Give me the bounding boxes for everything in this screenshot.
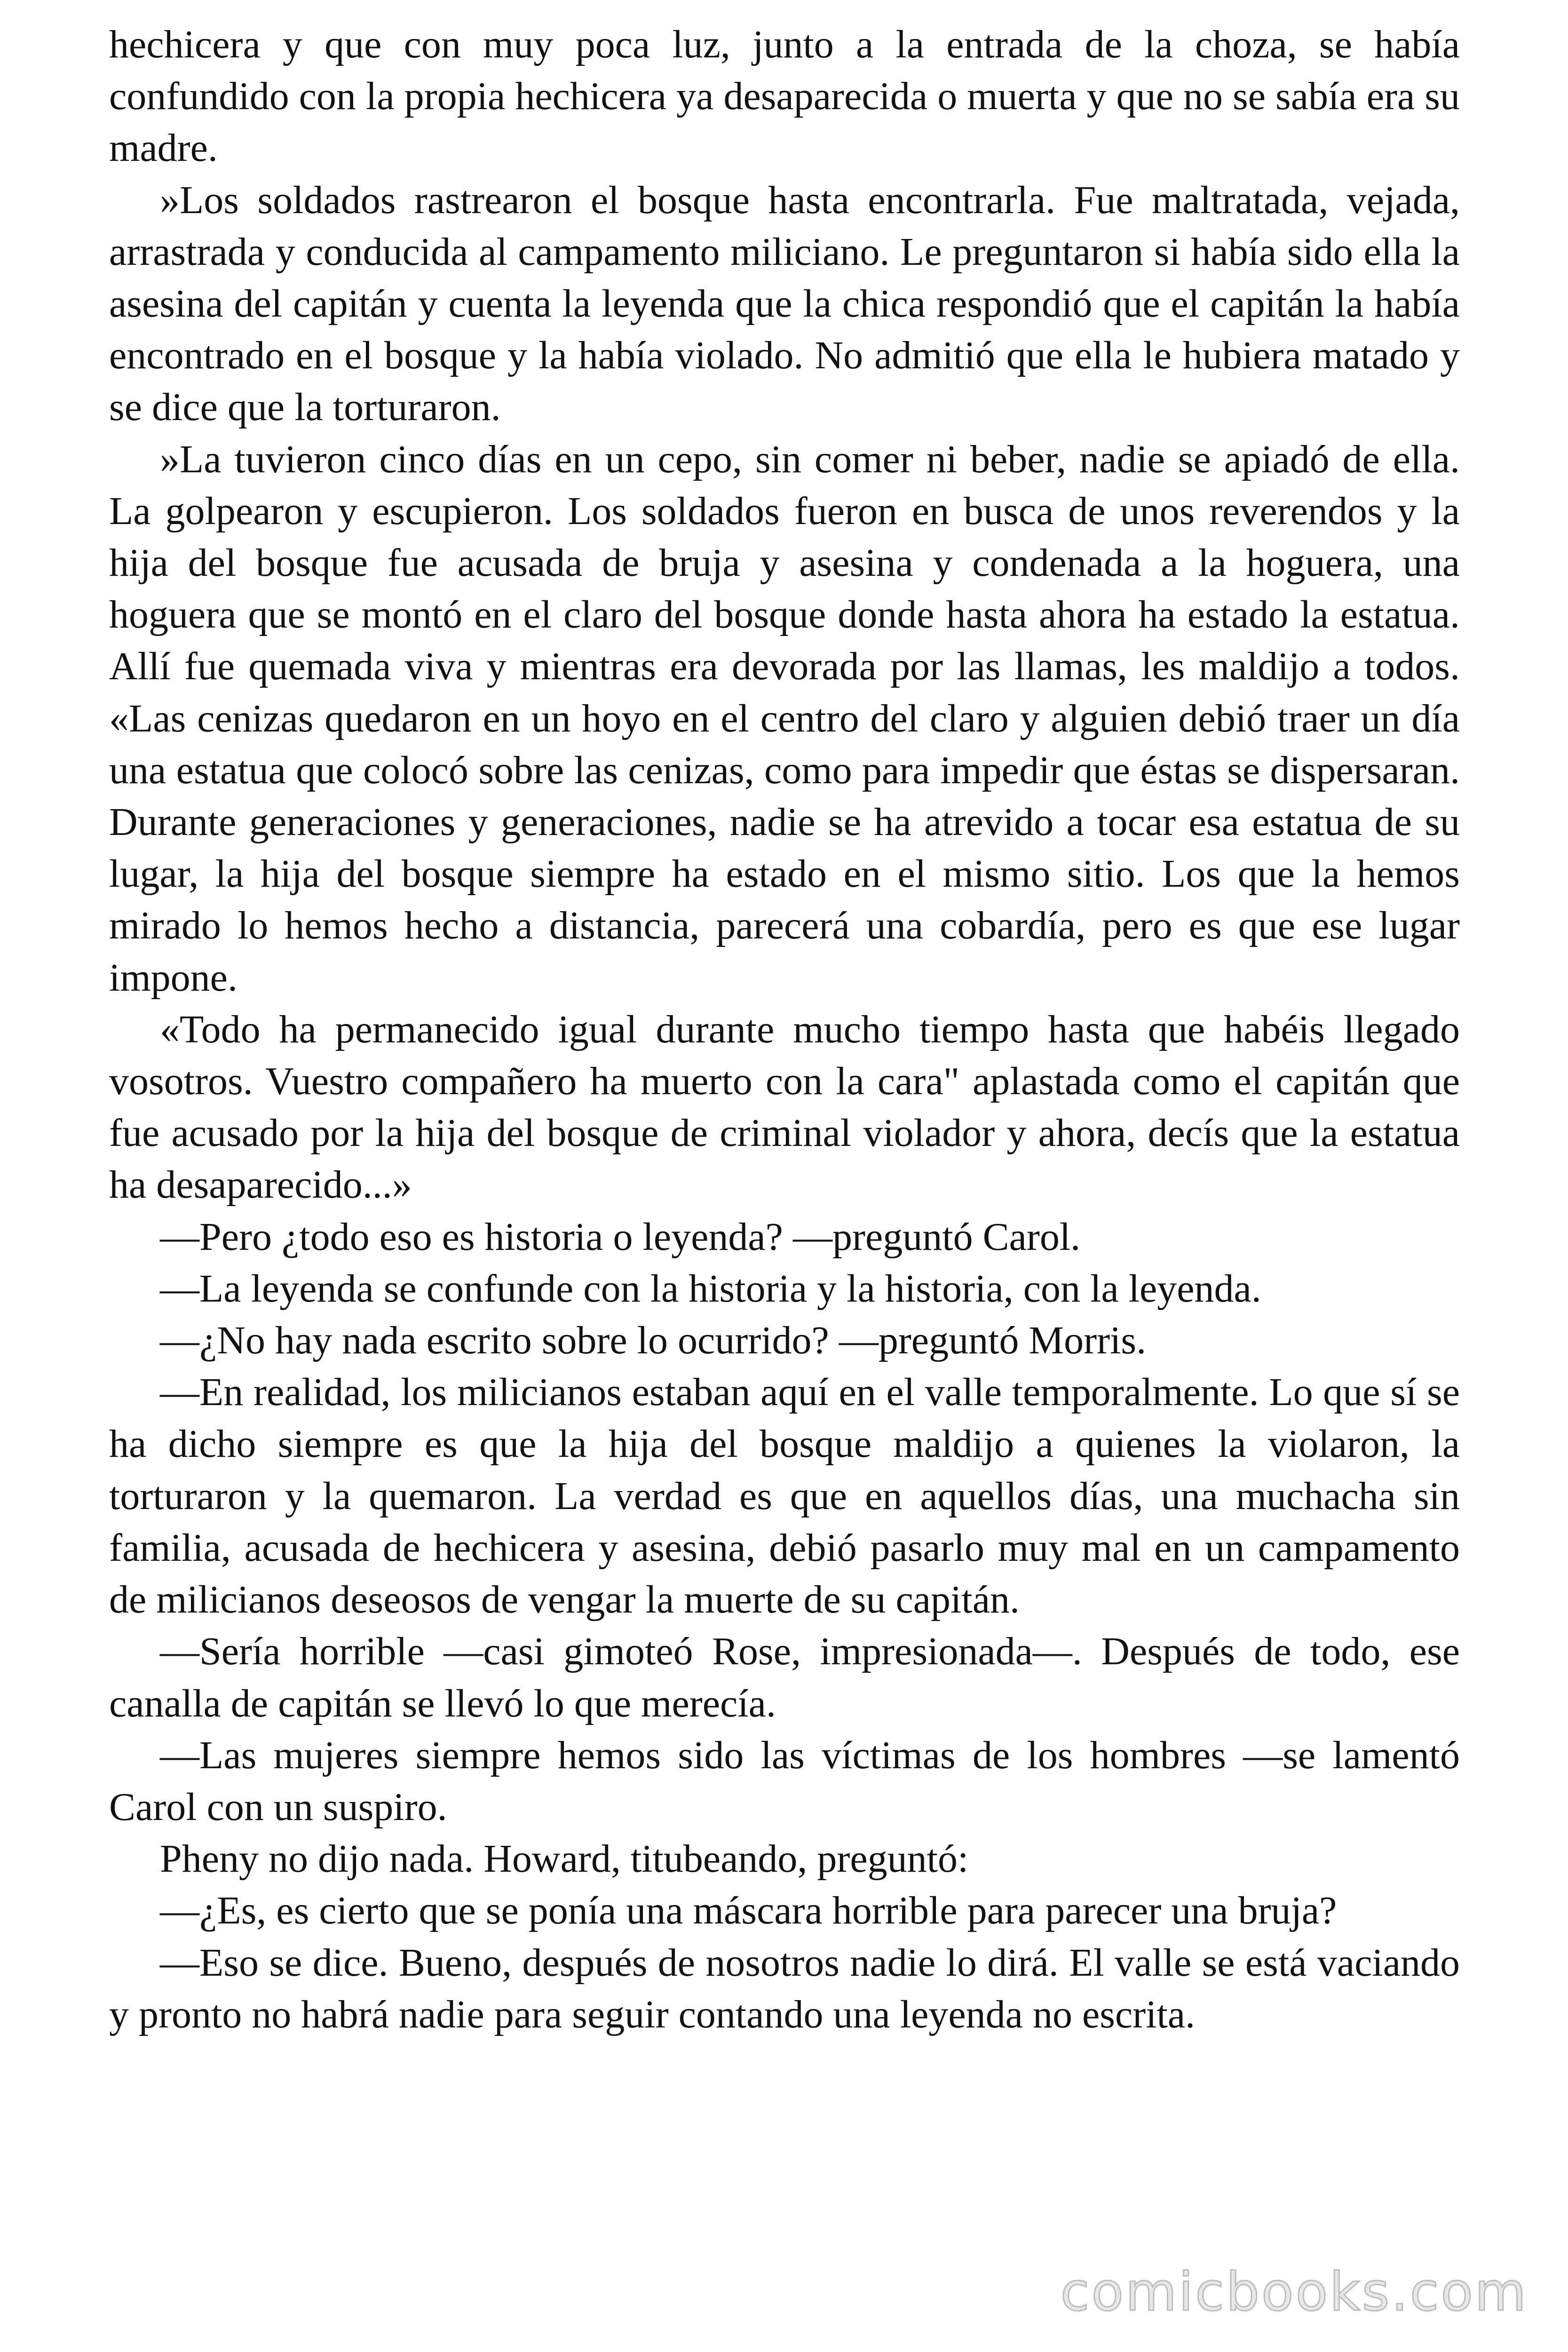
paragraph: »Los soldados rastrearon el bosque hasta encontrarla. Fue maltratada, vejada, arrastrada y conducida al campamento miliciano. Le preguntaron si había sido ella la asesina del capitán y cuenta la leyenda que la chica respondió que el capitán la había encontrado en el bosque y la había violado. No admitió que ella le hubiera matado y se dice que la torturaron.: [109, 178, 1460, 429]
dialogue-line: —Pero ¿todo eso es historia o leyenda? —preguntó Carol.: [160, 1215, 1081, 1259]
dialogue-line: —La leyenda se confunde con la historia y la historia, con la leyenda.: [160, 1266, 1261, 1311]
watermark: comicbooks.com: [1060, 2262, 1528, 2323]
page-body: [109, 19, 1460, 2041]
paragraph: hechicera y que con muy poca luz, junto a la entrada de la choza, se había confundido con la propia hechicera ya desaparecida o muerta y que no se sabía era su madre.: [109, 23, 1460, 170]
dialogue-line: —¿No hay nada escrito sobre lo ocurrido? —preguntó Morris.: [160, 1319, 1147, 1363]
dialogue-line: —Sería horrible —casi gimoteó Rose, impresionada—. Después de todo, ese canalla de capitán se llevó lo que merecía.: [109, 1629, 1460, 1725]
paragraph: «Todo ha permanecido igual durante mucho tiempo hasta que habéis llegado vosotros. Vuestro compañero ha muerto con la cara" aplastada como el capitán que fue acusado por la hija del bosque de criminal violador y ahora, decís que la estatua ha desaparecido...»: [109, 1007, 1460, 1207]
dialogue-line: —¿Es, es cierto que se ponía una máscara horrible para parecer una bruja?: [160, 1889, 1337, 1933]
paragraph: Pheny no dijo nada. Howard, titubeando, preguntó:: [160, 1837, 969, 1881]
dialogue-line: —En realidad, los milicianos estaban aquí en el valle temporalmente. Lo que sí se ha dicho siempre es que la hija del bosque maldijo a quienes la violaron, la torturaron y la quemaron. La verdad es que en aquellos días, una muchacha sin familia, acusada de hechicera y asesina, debió pasarlo muy mal en un campamento de milicianos deseosos de vengar la muerte de su capitán.: [109, 1370, 1460, 1622]
paragraph: »La tuvieron cinco días en un cepo, sin comer ni beber, nadie se apiadó de ella. La golpearon y escupieron. Los soldados fueron en busca de unos reverendos y la hija del bosque fue acusada de bruja y asesina y condenada a la hoguera, una hoguera que se montó en el claro del bosque donde hasta ahora ha estado la estatua. Allí fue quemada viva y mientras era devorada por las llamas, les maldijo a todos. «Las cenizas quedaron en un hoyo en el centro del claro y alguien debió traer un día una estatua que colocó sobre las cenizas, como para impedir que éstas se dispersaran. Durante generaciones y generaciones, nadie se ha atrevido a tocar esa estatua de su lugar, la hija del bosque siempre ha estado en el mismo sitio. Los que la hemos mirado lo hemos hecho a distancia, parecerá una cobardía, pero es que ese lugar impone.: [109, 437, 1460, 1000]
dialogue-line: —Las mujeres siempre hemos sido las víctimas de los hombres —se lamentó Carol con un suspiro.: [109, 1733, 1460, 1829]
dialogue-line: —Eso se dice. Bueno, después de nosotros nadie lo dirá. El valle se está vaciando y pronto no habrá nadie para seguir contando una leyenda no escrita.: [109, 1940, 1460, 2036]
